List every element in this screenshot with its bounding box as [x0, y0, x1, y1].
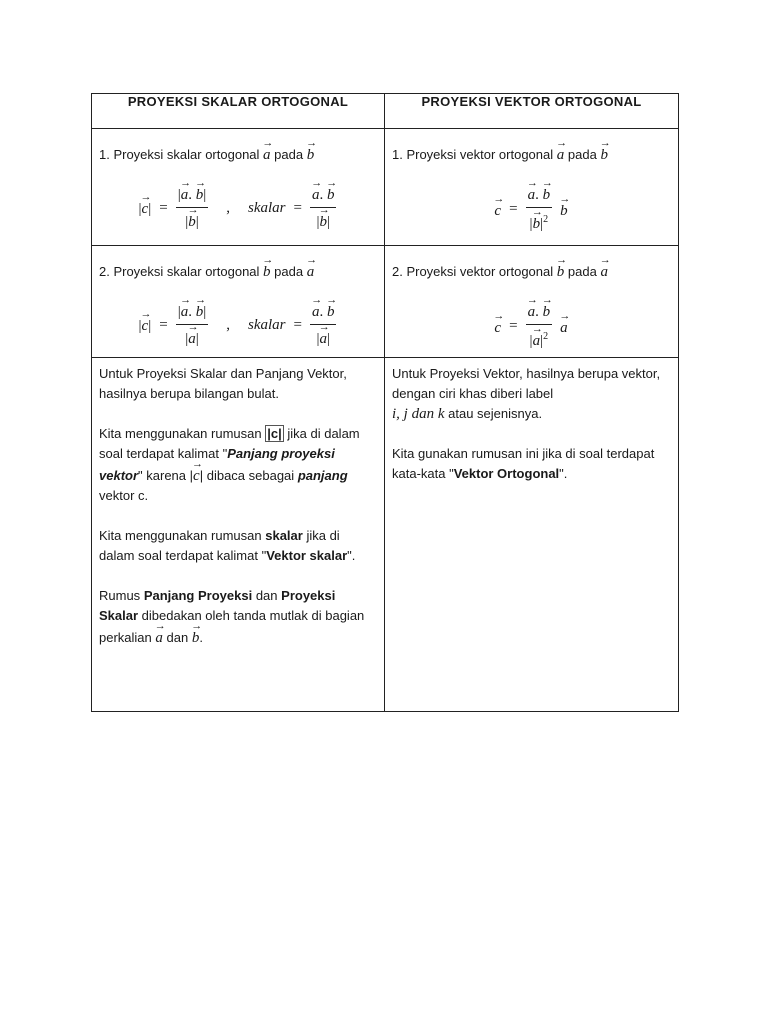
- vector-a-on-b-formula: → c = → $\frac{a. \to b}{|\to b|^2}$ → b: [392, 183, 670, 234]
- projection-table: [91, 93, 679, 712]
- header-vector-projection: PROYEKSI VEKTOR ORTOGONAL: [385, 94, 679, 129]
- note-difference: Rumus Panjang Proyeksi dan Proyeksi Skalar dibedakan oleh tanda mutlak di bagian perkalian → a dan → b.: [99, 586, 376, 648]
- cell-notes-vector: [385, 358, 679, 712]
- cell-vector-b-on-a: [385, 246, 679, 358]
- scalar-a-on-b-heading: 1. Proyeksi skalar ortogonal → a pada → b: [99, 143, 376, 165]
- cell-scalar-a-on-b: [92, 129, 385, 246]
- vector-b-on-a-formula: → c = → $\frac{a. \to b}{|\to a|^2}$ → a: [392, 300, 670, 351]
- note-scalar-result: Untuk Proyeksi Skalar dan Panjang Vektor, hasilnya berupa bilangan bulat.: [99, 366, 347, 401]
- scalar-b-on-a-formula: |→ c| = $\frac{|\to a. \to b|}{|\to a|}$ , skalar = → $\frac{a. \to b}{|\to a|}$: [99, 300, 376, 349]
- scalar-a-on-b-formula: |→ c| = $\frac{|\to a. \to b|}{|\to b|}$ , skalar = → $\frac{a. \to b}{|\to b|}$: [99, 183, 376, 232]
- vector-a-on-b-heading: 1. Proyeksi vektor ortogonal → a pada → b: [392, 143, 670, 165]
- cell-scalar-b-on-a: [92, 246, 385, 358]
- vector-b-on-a-heading: 2. Proyeksi vektor ortogonal → b pada → a: [392, 260, 670, 282]
- note-panjang-proyeksi: Kita menggunakan rumusan |c| jika di dalam soal terdapat kalimat "Panjang proyeksi vektor" karena |→ c| dibaca sebagai panjang vektor c.: [99, 424, 376, 506]
- note-vector-ortogonal: Kita gunakan rumusan ini jika di soal terdapat kata-kata "Vektor Ortogonal".: [392, 446, 655, 481]
- scalar-b-on-a-heading: 2. Proyeksi skalar ortogonal → b pada → a: [99, 260, 376, 282]
- cell-notes-scalar: [92, 358, 385, 712]
- header-scalar-projection: PROYEKSI SKALAR ORTOGONAL: [92, 94, 385, 129]
- note-skalar: Kita menggunakan rumusan skalar jika di dalam soal terdapat kalimat "Vektor skalar".: [99, 528, 356, 563]
- cell-vector-a-on-b: [385, 129, 679, 246]
- note-vector-result: Untuk Proyeksi Vektor, hasilnya berupa vektor, dengan ciri khas diberi label i, j dan k atau sejenisnya.: [392, 366, 661, 422]
